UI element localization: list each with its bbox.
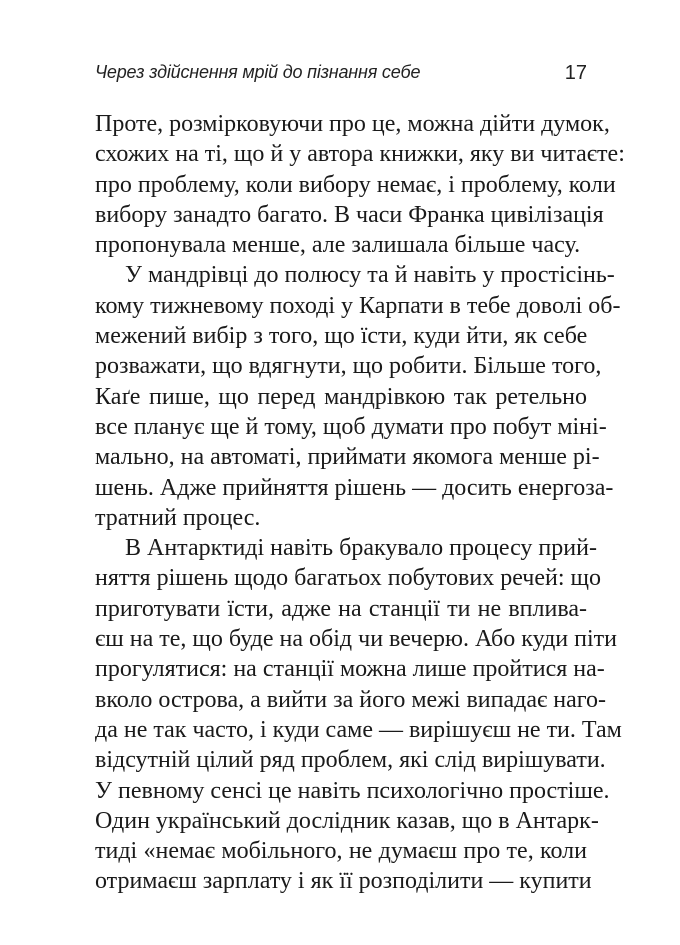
- text-line: отримаєш зарплату і як її розподілити — купити: [95, 868, 592, 895]
- text-line: У мандрівці до полюсу та й навіть у простісінь-: [125, 262, 615, 289]
- text-line: тратний процес.: [95, 504, 261, 531]
- text-line: Каґе пише, що перед мандрівкою так ретельно: [95, 383, 587, 410]
- text-line: Один український дослідник казав, що в Антарк-: [95, 807, 599, 834]
- paragraph: [95, 260, 621, 533]
- text-line: да не так часто, і куди саме — вирішуєш не ти. Там: [95, 716, 622, 743]
- running-head: [95, 62, 587, 86]
- text-line: шень. Адже прийняття рішень — досить енергоза-: [95, 474, 614, 501]
- text-line: прогулятися: на станції можна лише пройтися на-: [95, 656, 605, 683]
- text-line: межений вибір з того, що їсти, куди йти, як себе: [95, 323, 588, 350]
- text-line: відсутній цілий ряд проблем, які слід вирішувати.: [95, 747, 606, 774]
- paragraph: [95, 109, 625, 260]
- text-line: схожих на ті, що й у автора книжки, яку ви читаєте:: [95, 141, 625, 168]
- running-title: Через здійснення мрій до пізнання себе: [95, 62, 421, 82]
- text-line: розважати, що вдягнути, що робити. Більше того,: [95, 353, 602, 380]
- text-line: вколо острова, а вийти за його межі випадає наго-: [95, 686, 607, 713]
- text-line: пропонувала менше, але залишала більше часу.: [95, 232, 581, 259]
- text-line: приготувати їсти, адже на станції ти не вплива-: [95, 595, 587, 622]
- text-line: У певному сенсі це навіть психологічно простіше.: [95, 777, 610, 804]
- text-line: все планує ще й тому, щоб думати про побут міні-: [95, 413, 607, 440]
- text-line: кому тижневому поході у Карпати в тебе доволі об-: [95, 292, 621, 319]
- text-line: В Антарктиді навіть бракувало процесу прий-: [125, 535, 597, 562]
- text-line: тиді «немає мобільного, не думаєш про те, коли: [95, 838, 587, 865]
- text-line: няття рішень щодо багатьох побутових речей: що: [95, 565, 602, 592]
- text-line: про проблему, коли вибору немає, і проблему, коли: [95, 171, 616, 198]
- text-line: єш на те, що буде на обід чи вечерю. Або куди піти: [95, 626, 617, 653]
- page-number: 17: [564, 62, 587, 84]
- text-line: Проте, розмірковуючи про це, можна дійти думок,: [95, 111, 610, 137]
- text-line: мально, на автоматі, приймати якомога менше рі-: [95, 444, 600, 471]
- body-text: [95, 109, 625, 897]
- text-line: вибору занадто багато. В часи Франка цивілізація: [95, 201, 604, 228]
- paragraph: [95, 533, 622, 897]
